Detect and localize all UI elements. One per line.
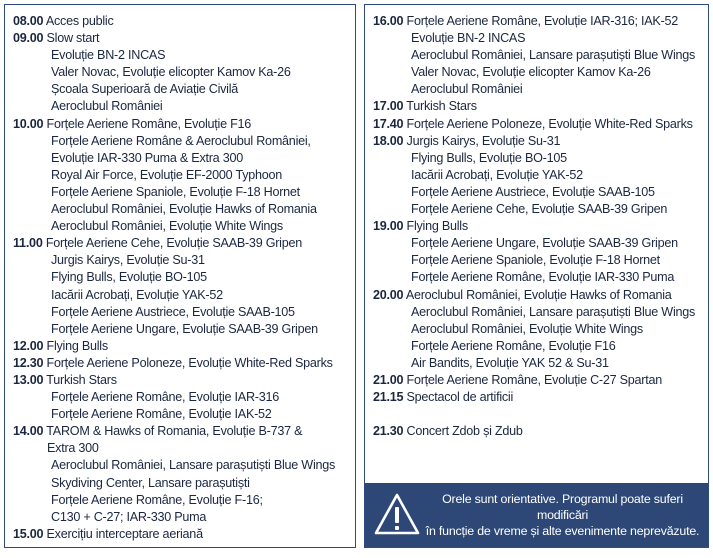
schedule-entry <box>13 338 355 355</box>
schedule-sub-item: Valer Novac, Evoluție elicopter Kamov Ka-26 <box>411 65 651 80</box>
schedule-sub-item: Evoluție BN-2 INCAS <box>411 31 526 46</box>
schedule-panel-right <box>364 4 709 548</box>
schedule-entry <box>13 235 355 338</box>
schedule-sub-item: C130 + C-27; IAR-330 Puma <box>51 509 207 524</box>
schedule-entry <box>373 372 708 389</box>
schedule-time: 12.00 <box>13 338 44 353</box>
schedule-entry-head <box>13 526 355 543</box>
schedule-sub-item: Air Bandits, Evoluție YAK 52 & Su-31 <box>411 355 609 370</box>
schedule-title: Spectacol de artificii <box>406 390 514 405</box>
schedule-sub-item: Aeroclubul României <box>51 99 163 114</box>
schedule-time: 12.30 <box>13 355 44 370</box>
schedule-entry-head <box>373 423 708 440</box>
schedule-sub-item: Forțele Aeriene Române, Evoluție IAK-52 <box>51 407 272 422</box>
schedule-time: 09.00 <box>13 31 44 46</box>
schedule-entry-head <box>373 287 708 304</box>
schedule-entry <box>373 423 708 440</box>
schedule-sub-item: Forțele Aeriene Spaniole, Evoluție F-18 Hornet <box>51 184 300 199</box>
schedule-entry <box>13 13 355 30</box>
schedule-sub-item: Forțele Aeriene Române, Evoluție IAR-330 Puma <box>411 270 675 285</box>
schedule-sub-item: Aeroclubul României <box>411 82 523 97</box>
schedule-panel-left <box>4 4 356 548</box>
notice-line-1: Orele sunt orientative. Programul poate suferi modificări <box>442 492 683 522</box>
schedule-time: 21.30 <box>373 424 404 439</box>
schedule-entry-head <box>13 372 355 389</box>
schedule-sub-item: Forțele Aeriene Române, Evoluție IAR-316 <box>51 390 280 405</box>
schedule-sub-item: Aeroclubul României, Lansare parașutiști Blue Wings <box>411 48 696 63</box>
schedule-entry <box>373 218 708 286</box>
schedule-title: Turkish Stars <box>46 372 117 387</box>
schedule-sub-item: Evoluție IAR-330 Puma & Extra 300 <box>51 150 243 165</box>
schedule-time: 18.00 <box>373 133 404 148</box>
schedule-entry <box>13 116 355 236</box>
schedule-sub-item: Aeroclubul României, Evoluție White Wings <box>411 321 643 336</box>
schedule-time: 08.00 <box>13 14 44 28</box>
schedule-title: Forțele Aeriene Poloneze, Evoluție White-Red Sparks <box>46 355 333 370</box>
schedule-entry <box>373 98 708 115</box>
schedule-entry-head <box>13 13 355 30</box>
schedule-sub-item: Iacării Acrobați, Evoluție YAK-52 <box>411 167 583 182</box>
notice-text <box>423 491 708 539</box>
schedule-entry-head <box>13 116 355 133</box>
schedule-sub-item: Forțele Aeriene Române, Evoluție F-16; <box>51 492 263 507</box>
schedule-time: 13.00 <box>13 372 44 387</box>
schedule-title: Flying Bulls <box>406 219 468 234</box>
schedule-sub-item: Aeroclubul României, Lansare parașutiști Blue Wings <box>411 304 696 319</box>
schedule-title: Forțele Aeriene Române, Evoluție IAR-316; IAK-52 <box>406 14 679 28</box>
schedule-sub-item: Flying Bulls, Evoluție BO-105 <box>411 150 567 165</box>
schedule-sub-item: Forțele Aeriene Spaniole, Evoluție F-18 Hornet <box>411 253 660 268</box>
schedule-time: 10.00 <box>13 116 44 131</box>
schedule-time: 21.00 <box>373 372 404 387</box>
schedule-entry-head <box>13 338 355 355</box>
schedule-time: 14.00 <box>13 424 44 439</box>
schedule-entry-head <box>373 98 708 115</box>
schedule-time: 11.00 <box>13 236 43 251</box>
schedule-sub-item: Aeroclubul României, Lansare parașutiști Blue Wings <box>51 458 336 473</box>
schedule-sub-item: Forțele Aeriene Ungare, Evoluție SAAB-39 Gripen <box>411 236 678 251</box>
schedule-title: Concert Zdob și Zdub <box>406 424 523 439</box>
schedule-entry-head <box>373 116 708 133</box>
schedule-time: 17.00 <box>373 99 404 114</box>
schedule-entry <box>13 372 355 423</box>
schedule-title: Forțele Aeriene Cehe, Evoluție SAAB-39 Gripen <box>45 236 302 251</box>
schedule-title: Flying Bulls <box>46 338 108 353</box>
schedule-gap <box>373 406 708 423</box>
schedule-time: 19.00 <box>373 219 404 234</box>
schedule-title: Aeroclubul României, Evoluție Hawks of Romania <box>405 287 672 302</box>
notice-line-2: în funcție de vreme și alte evenimente neprevăzute. <box>425 524 700 538</box>
schedule-sub-item: Jurgis Kairys, Evoluție Su-31 <box>51 253 205 268</box>
schedule-sub-item: Forțele Aeriene Române & Aeroclubul României, <box>51 133 311 148</box>
schedule-entry <box>373 13 708 98</box>
warning-triangle-icon <box>371 489 423 541</box>
schedule-title: Forțele Aeriene Române, Evoluție F16 <box>46 116 252 131</box>
schedule-sub-item: Forțele Aeriene Austriece, Evoluție SAAB-105 <box>411 184 655 199</box>
schedule-entry <box>373 116 708 133</box>
schedule-sub-item: Evoluție BN-2 INCAS <box>51 48 166 63</box>
schedule-time: 21.15 <box>373 390 404 405</box>
schedule-sub-item: Aeroclubul României, Evoluție White Wings <box>51 219 283 234</box>
schedule-entry <box>13 526 355 543</box>
schedule-sub-item: Flying Bulls, Evoluție BO-105 <box>51 270 207 285</box>
schedule-entry <box>373 287 708 372</box>
schedule-entry-head <box>373 13 708 30</box>
schedule-time: 17.40 <box>373 116 404 131</box>
schedule-title: Forțele Aeriene Române, Evoluție C-27 Spartan <box>406 372 662 387</box>
schedule-sub-item: Forțele Aeriene Ungare, Evoluție SAAB-39 Gripen <box>51 321 318 336</box>
schedule-title-continuation: Extra 300 <box>47 441 99 456</box>
schedule-time: 15.00 <box>13 526 44 541</box>
schedule-sub-item: Aeroclubul României, Evoluție Hawks of Romania <box>51 202 317 217</box>
schedule-entry-head <box>373 218 708 235</box>
schedule-sub-item: Skydiving Center, Lansare parașutiști <box>51 475 250 490</box>
schedule-entry-head <box>13 355 355 372</box>
schedule-sub-item: Forțele Aeriene Române, Evoluție F16 <box>411 338 616 353</box>
schedule-title: Forțele Aeriene Poloneze, Evoluție White-Red Sparks <box>406 116 693 131</box>
schedule-entry-head <box>13 423 355 440</box>
schedule-title: Turkish Stars <box>406 99 477 114</box>
schedule-entry-head <box>13 30 355 47</box>
schedule-entry-head <box>373 389 708 406</box>
schedule-title: Acces public <box>45 14 114 28</box>
schedule-sub-item: Iacării Acrobați, Evoluție YAK-52 <box>51 287 223 302</box>
schedule-entry-head <box>373 133 708 150</box>
schedule-sub-item: Forțele Aeriene Austriece, Evoluție SAAB-105 <box>51 304 295 319</box>
schedule-entry <box>13 423 355 526</box>
schedule-entry <box>373 133 708 218</box>
schedule-sub-item: Valer Novac, Evoluție elicopter Kamov Ka-26 <box>51 65 291 80</box>
schedule-entry-head <box>373 372 708 389</box>
schedule-sub-item: Școala Superioară de Aviație Civilă <box>51 82 239 97</box>
schedule-time: 16.00 <box>373 14 404 28</box>
schedule-list-right <box>365 5 708 440</box>
schedule-entry-head <box>13 235 355 252</box>
schedule-sub-item: Royal Air Force, Evoluție EF-2000 Typhoon <box>51 167 283 182</box>
schedule-time: 20.00 <box>373 287 404 302</box>
schedule-title: TAROM & Hawks of Romania, Evoluție B-737 & <box>46 424 303 439</box>
schedule-entry <box>13 355 355 372</box>
schedule-list-left <box>5 5 355 543</box>
schedule-title: Exercițiu interceptare aeriană <box>46 526 203 541</box>
schedule-entry <box>373 389 708 406</box>
schedule-title: Slow start <box>46 31 100 46</box>
schedule-entry <box>13 30 355 115</box>
notice-banner <box>365 483 708 547</box>
schedule-title: Jurgis Kairys, Evoluție Su-31 <box>406 133 561 148</box>
schedule-sub-item: Forțele Aeriene Cehe, Evoluție SAAB-39 Gripen <box>411 202 668 217</box>
